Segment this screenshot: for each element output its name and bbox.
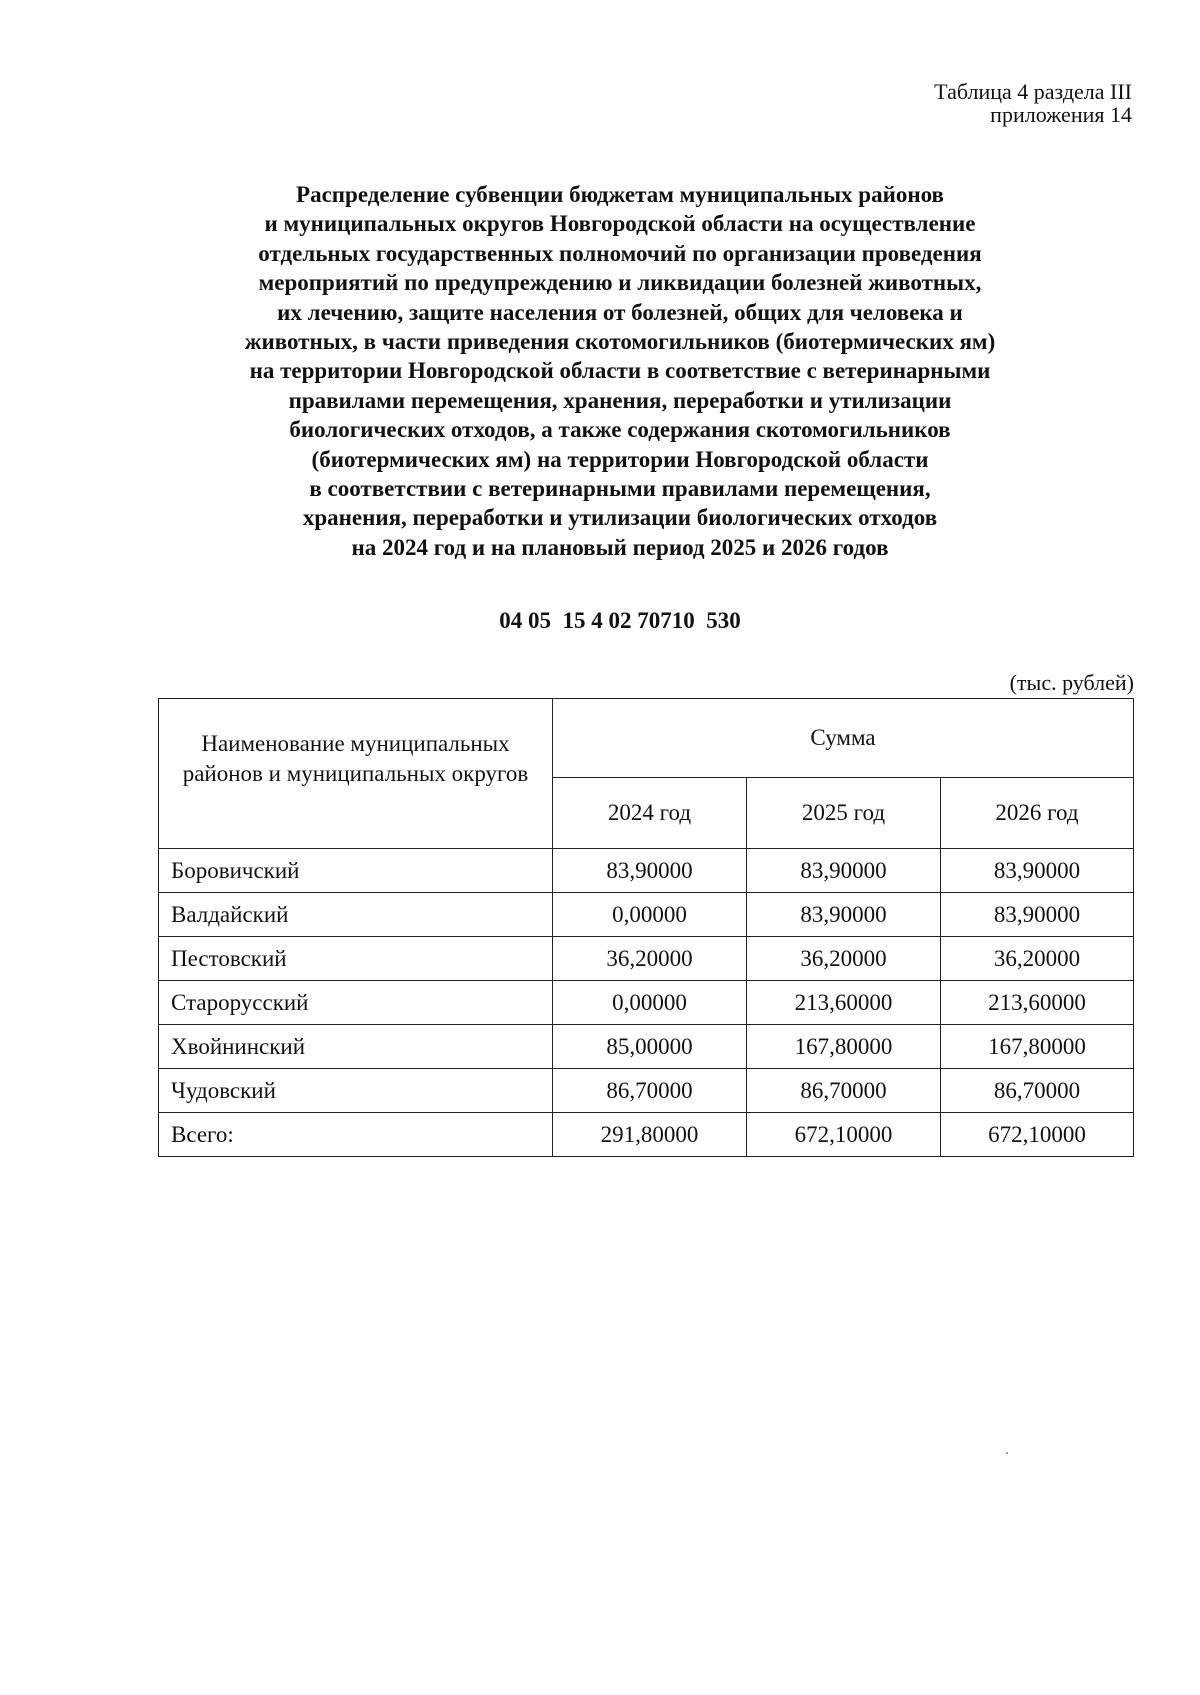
table-row — [159, 849, 1134, 893]
row-value-2024: 86,70000 — [553, 1069, 747, 1113]
row-name: Пестовский — [159, 937, 553, 981]
row-value-2025: 167,80000 — [747, 1025, 941, 1069]
row-value-2025: 83,90000 — [747, 849, 941, 893]
document-title — [150, 180, 1090, 562]
row-value-2024: 85,00000 — [553, 1025, 747, 1069]
row-value-2024: 83,90000 — [553, 849, 747, 893]
title-line: их лечению, защите населения от болезней, общих для человека и — [277, 299, 963, 325]
title-line: правилами перемещения, хранения, переработки и утилизации — [288, 387, 952, 413]
title-line: мероприятий по предупреждению и ликвидации болезней животных, — [258, 270, 982, 296]
title-line: на 2024 год и на плановый период 2025 и 2026 годов — [351, 534, 889, 560]
row-value-2025: 83,90000 — [747, 893, 941, 937]
row-value-2024: 36,20000 — [553, 937, 747, 981]
budget-classification-code: 04 05 15 4 02 70710 530 — [499, 608, 741, 633]
header-sum: Сумма — [553, 699, 1134, 778]
row-value-2026: 36,20000 — [941, 937, 1134, 981]
row-name: Чудовский — [159, 1069, 553, 1113]
row-value-2026: 83,90000 — [941, 849, 1134, 893]
header-year-2025: 2025 год — [747, 778, 941, 849]
title-line: (биотермических ям) на территории Новгородской области — [311, 446, 929, 472]
row-name: Хвойнинский — [159, 1025, 553, 1069]
row-value-2026: 167,80000 — [941, 1025, 1134, 1069]
table-row — [159, 893, 1134, 937]
table-reference — [934, 80, 1132, 126]
row-name: Старорусский — [159, 981, 553, 1025]
subvention-table — [158, 698, 1134, 1157]
title-line: биологических отходов, а также содержания скотомогильников — [289, 417, 951, 443]
table-reference-line-2: приложения 14 — [990, 102, 1132, 127]
row-value-2026: 213,60000 — [941, 981, 1134, 1025]
row-value-2025: 86,70000 — [747, 1069, 941, 1113]
title-line: на территории Новгородской области в соответствие с ветеринарными — [249, 358, 991, 384]
row-value-2026: 83,90000 — [941, 893, 1134, 937]
table-row — [159, 937, 1134, 981]
table-reference-line-1: Таблица 4 раздела III — [934, 79, 1132, 104]
row-value-2024: 0,00000 — [553, 981, 747, 1025]
title-line: хранения, переработки и утилизации биологических отходов — [302, 505, 938, 531]
header-year-2024: 2024 год — [553, 778, 747, 849]
row-value-2025: 213,60000 — [747, 981, 941, 1025]
title-line: животных, в части приведения скотомогильников (биотермических ям) — [244, 329, 996, 355]
title-line: Распределение субвенции бюджетам муниципальных районов — [296, 182, 944, 207]
table-total-row — [159, 1113, 1134, 1157]
total-value-2024: 291,80000 — [553, 1113, 747, 1157]
row-name: Боровичский — [159, 849, 553, 893]
total-value-2026: 672,10000 — [941, 1113, 1134, 1157]
row-value-2025: 36,20000 — [747, 937, 941, 981]
title-line: и муниципальных округов Новгородской области на осуществление — [264, 211, 976, 237]
table-row — [159, 1025, 1134, 1069]
table-header-row — [159, 699, 1134, 778]
title-line: в соответствии с ветеринарными правилами перемещения, — [309, 476, 931, 502]
table-row — [159, 981, 1134, 1025]
row-value-2024: 0,00000 — [553, 893, 747, 937]
scan-speck — [1006, 1452, 1008, 1454]
total-label: Всего: — [159, 1113, 553, 1157]
title-line: отдельных государственных полномочий по организации проведения — [258, 240, 982, 266]
row-value-2026: 86,70000 — [941, 1069, 1134, 1113]
row-name: Валдайский — [159, 893, 553, 937]
total-value-2025: 672,10000 — [747, 1113, 941, 1157]
header-year-2026: 2026 год — [941, 778, 1134, 849]
table-row — [159, 1069, 1134, 1113]
units-note: (тыс. рублей) — [1009, 670, 1134, 695]
header-municipality-name: Наименование муниципальных районов и муниципальных округов — [159, 699, 553, 849]
